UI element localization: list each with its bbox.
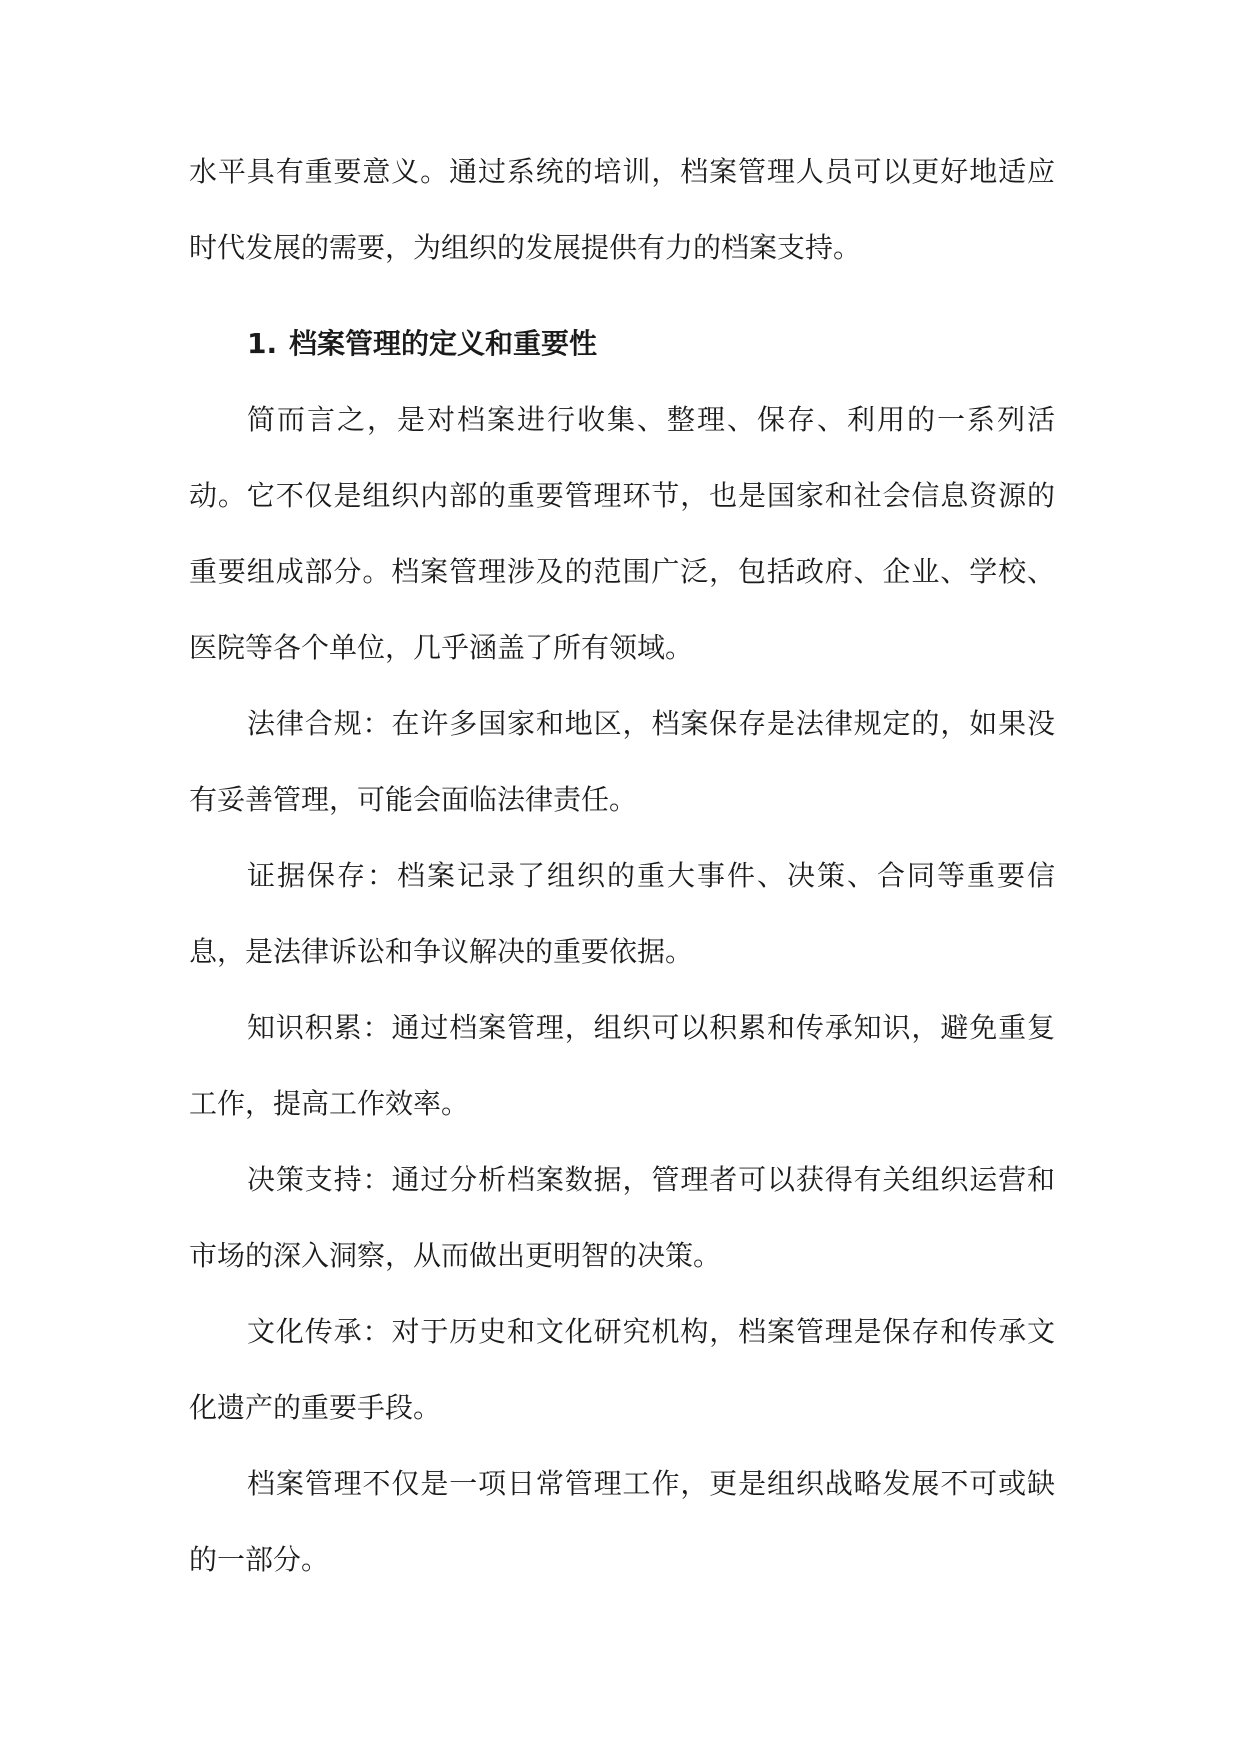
paragraph-cultural-heritage: 文化传承：对于历史和文化研究机构，档案管理是保存和传承文化遗产的重要手段。 — [189, 1315, 1055, 1424]
paragraph-definition: 简而言之，是对档案进行收集、整理、保存、利用的一系列活动。它不仅是组织内部的重要管理环节，也是国家和社会信息资源的重要组成部分。档案管理涉及的范围广泛，包括政府、企业、学校、医院等各个单位，几乎涵盖了所有领域。 — [189, 403, 1055, 664]
paragraph-knowledge-accumulation: 知识积累：通过档案管理，组织可以积累和传承知识，避免重复工作，提高工作效率。 — [189, 1011, 1055, 1120]
paragraph-conclusion: 档案管理不仅是一项日常管理工作，更是组织战略发展不可或缺的一部分。 — [189, 1467, 1055, 1576]
section-title: 档案管理的定义和重要性 — [289, 327, 598, 360]
paragraph-decision-support: 决策支持：通过分析档案数据，管理者可以获得有关组织运营和市场的深入洞察，从而做出更明智的决策。 — [189, 1163, 1055, 1272]
document-body — [189, 134, 1055, 1598]
section-heading — [189, 306, 1055, 382]
section-number: 1. — [247, 327, 278, 360]
paragraph-evidence-preservation: 证据保存：档案记录了组织的重大事件、决策、合同等重要信息，是法律诉讼和争议解决的重要依据。 — [189, 859, 1055, 968]
paragraph-legal-compliance: 法律合规：在许多国家和地区，档案保存是法律规定的，如果没有妥善管理，可能会面临法律责任。 — [189, 707, 1055, 816]
intro-paragraph: 水平具有重要意义。通过系统的培训，档案管理人员可以更好地适应时代发展的需要，为组织的发展提供有力的档案支持。 — [189, 155, 1055, 264]
